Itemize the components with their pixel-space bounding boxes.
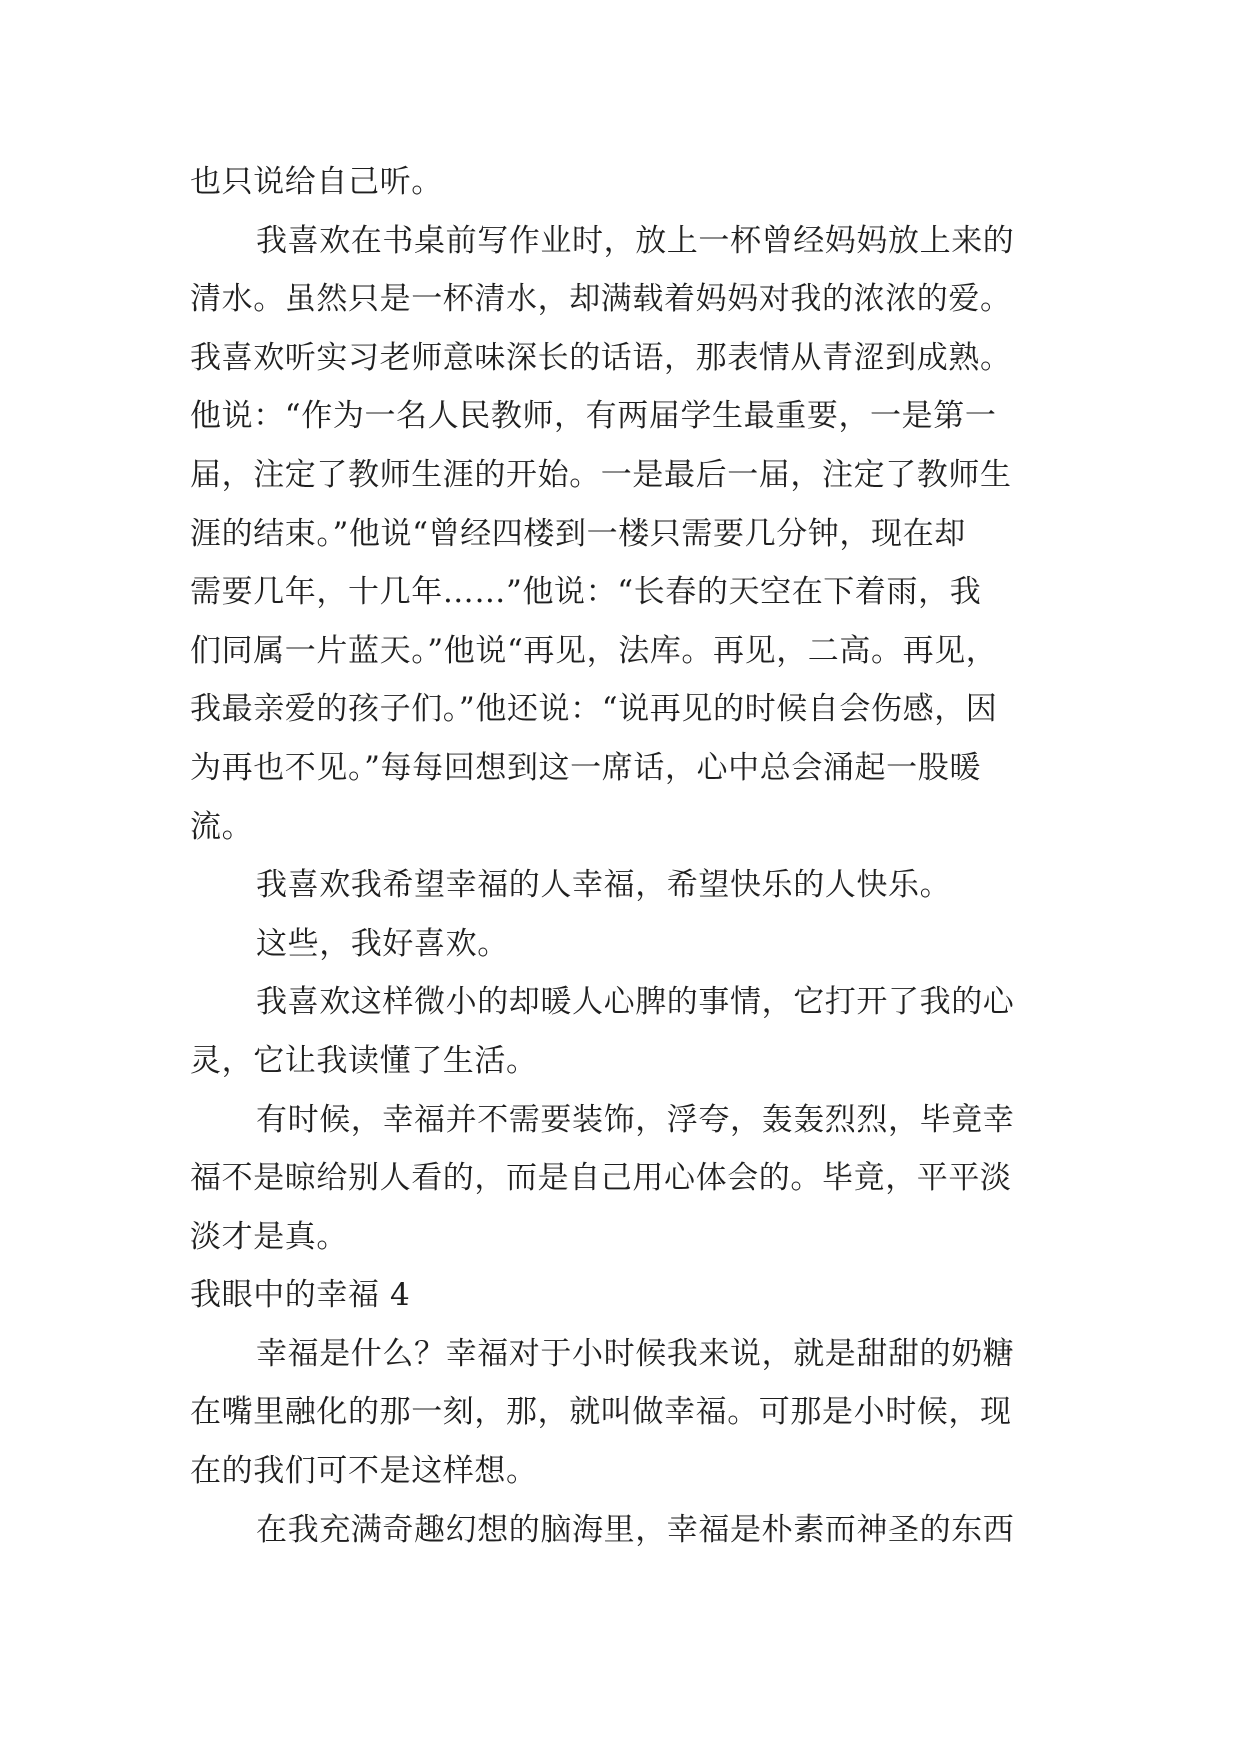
text-line: 为再也不见。”每每回想到这一席话，心中总会涌起一股暖 (190, 749, 981, 786)
text-line: 清水。虽然只是一杯清水，却满载着妈妈对我的浓浓的爱。 (190, 281, 1012, 318)
text-line: 淡才是真。 (190, 1218, 348, 1255)
text-line: 届，注定了教师生涯的开始。一是最后一届，注定了教师生 (190, 456, 1012, 493)
text-line: 涯的结束。”他说“曾经四楼到一楼只需要几分钟，现在却 (190, 515, 966, 552)
document-body (190, 153, 1070, 1559)
paragraph-start-line: 这些，我好喜欢。 (256, 925, 509, 962)
section-heading: 我眼中的幸福 4 (190, 1277, 411, 1314)
text-line: 需要几年，十几年……”他说：“长春的天空在下着雨，我 (190, 574, 982, 611)
paragraph-start-line: 我喜欢在书桌前写作业时，放上一杯曾经妈妈放上来的 (256, 222, 1015, 259)
text-line: 们同属一片蓝天。”他说“再见，法库。再见，二高。再见， (190, 632, 998, 669)
text-line: 我喜欢听实习老师意味深长的话语，那表情从青涩到成熟。 (190, 339, 1012, 376)
text-line: 福不是晾给别人看的，而是自己用心体会的。毕竟，平平淡 (190, 1160, 1012, 1197)
text-line: 也只说给自己听。 (190, 164, 443, 200)
text-line: 在嘴里融化的那一刻，那，就叫做幸福。可那是小时候，现 (190, 1394, 1012, 1431)
text-line: 在的我们可不是这样想。 (190, 1453, 538, 1490)
paragraph-start-line: 幸福是什么？幸福对于小时候我来说，就是甜甜的奶糖 (256, 1335, 1015, 1372)
paragraph-start-line: 在我充满奇趣幻想的脑海里，幸福是朴素而神圣的东西 (256, 1511, 1015, 1548)
paragraph-start-line: 有时候，幸福并不需要装饰，浮夸，轰轰烈烈，毕竟幸 (256, 1101, 1015, 1138)
text-line: 他说：“作为一名人民教师，有两届学生最重要，一是第一 (190, 398, 997, 435)
text-line: 流。 (190, 808, 254, 845)
text-line: 我最亲爱的孩子们。”他还说：“说再见的时候自会伤感，因 (190, 691, 998, 728)
text-line: 灵，它让我读懂了生活。 (190, 1042, 538, 1079)
paragraph-start-line: 我喜欢这样微小的却暖人心脾的事情，它打开了我的心 (256, 984, 1015, 1021)
paragraph-start-line: 我喜欢我希望幸福的人幸福，希望快乐的人快乐。 (256, 867, 952, 904)
